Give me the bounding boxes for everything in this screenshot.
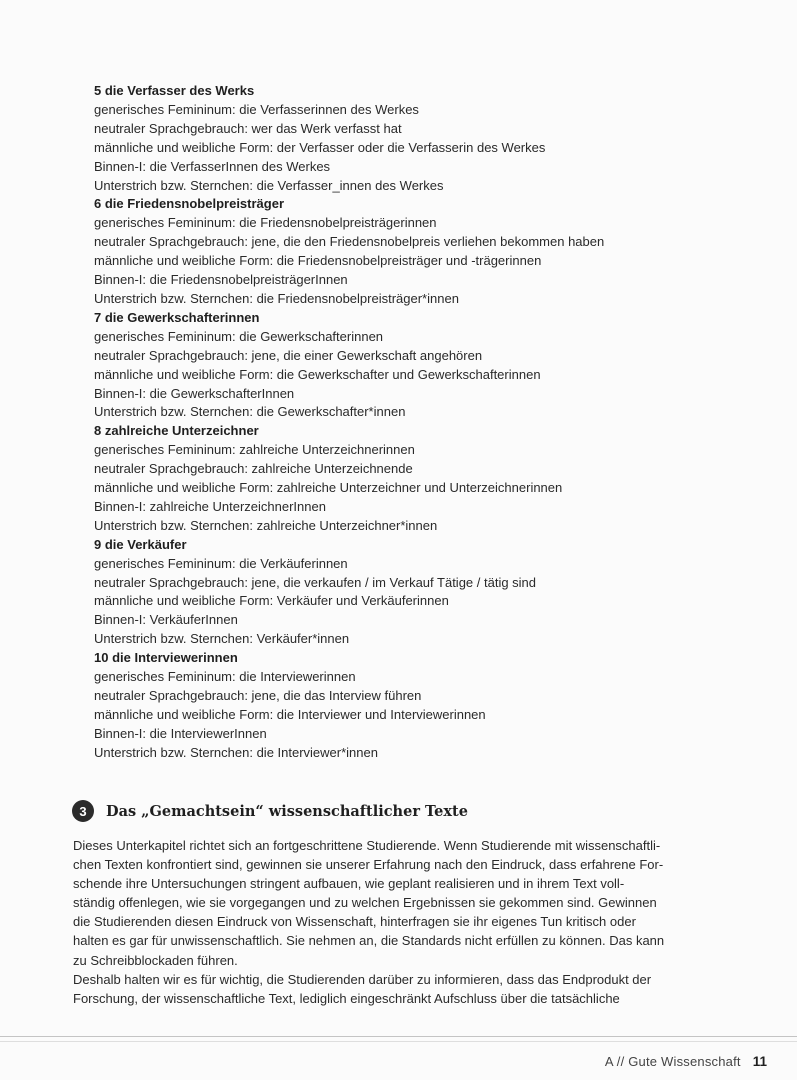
- paragraph-line: halten es gar für unwissenschaftlich. Sie nehmen an, die Standards nicht erfüllen zu können. Das kann: [73, 933, 665, 949]
- entry-line: männliche und weibliche Form: Verkäufer und Verkäuferinnen: [94, 593, 449, 609]
- section-title: Das „Gemachtsein“ wissenschaftlicher Texte: [106, 802, 468, 820]
- entry-line: Unterstrich bzw. Sternchen: die Friedensnobelpreisträger*innen: [94, 290, 459, 306]
- entry-line: Binnen-I: VerkäuferInnen: [94, 612, 238, 628]
- section-body-text: [73, 836, 723, 1008]
- running-footer-title: A // Gute Wissenschaft: [604, 1054, 741, 1069]
- page-number: 11: [752, 1054, 767, 1069]
- entry-line: neutraler Sprachgebrauch: wer das Werk verfasst hat: [94, 120, 402, 136]
- paragraph-line: Dieses Unterkapitel richtet sich an fortgeschrittene Studierende. Wenn Studierende mit wissenschaftli-: [73, 838, 661, 853]
- entry-line: Unterstrich bzw. Sternchen: die Interviewer*innen: [94, 744, 378, 760]
- entry-line: Binnen-I: die InterviewerInnen: [94, 725, 267, 741]
- section-heading: [72, 798, 468, 824]
- entry-line: Binnen-I: zahlreiche UnterzeichnerInnen: [94, 498, 326, 514]
- entry-line: neutraler Sprachgebrauch: jene, die einer Gewerkschaft angehören: [94, 347, 483, 363]
- paragraph-line: zu Schreibblockaden führen.: [73, 952, 238, 968]
- entry-line: generisches Femininum: die Verfasserinnen des Werkes: [94, 101, 419, 117]
- paragraph-line: Deshalb halten wir es für wichtig, die Studierenden darüber zu informieren, dass das Endprodukt der: [73, 971, 652, 987]
- entry-title: 5 die Verfasser des Werks: [94, 83, 255, 98]
- entry-line: generisches Femininum: die Interviewerinnen: [94, 669, 356, 685]
- entry-line: männliche und weibliche Form: der Verfasser oder die Verfasserin des Werkes: [94, 139, 546, 155]
- entry-line: männliche und weibliche Form: die Friedensnobelpreisträger und -trägerinnen: [94, 253, 542, 269]
- entry-line: neutraler Sprachgebrauch: jene, die verkaufen / im Verkauf Tätige / tätig sind: [94, 574, 537, 590]
- paragraph-line: ständig offenlegen, wie sie vorgegangen und zu welchen Ergebnissen sie gekommen sind. Gewinnen: [73, 895, 657, 911]
- entry-line: generisches Femininum: die Verkäuferinnen: [94, 555, 348, 571]
- entry-line: Unterstrich bzw. Sternchen: die Verfasser_innen des Werkes: [94, 177, 444, 193]
- entry-title: 9 die Verkäufer: [94, 536, 187, 552]
- entry-line: generisches Femininum: die Gewerkschafterinnen: [94, 328, 384, 344]
- entry-line: Binnen-I: die GewerkschafterInnen: [94, 385, 295, 401]
- section-number-badge: 3: [72, 800, 94, 822]
- entry-line: Unterstrich bzw. Sternchen: zahlreiche Unterzeichner*innen: [94, 517, 438, 533]
- entry-title: 8 zahlreiche Unterzeichner: [94, 423, 259, 439]
- entry-line: neutraler Sprachgebrauch: jene, die das Interview führen: [94, 688, 422, 703]
- entry-line: männliche und weibliche Form: die Interviewer und Interviewerinnen: [94, 706, 486, 722]
- entry-line: generisches Femininum: die Friedensnobelpreisträgerinnen: [94, 215, 437, 231]
- paragraph-line: chen Texten konfrontiert sind, gewinnen sie unserer Erfahrung nach den Eindruck, dass erfahrene For-: [73, 857, 664, 873]
- entries-container: [94, 82, 774, 763]
- entry-title: 6 die Friedensnobelpreisträger: [94, 196, 285, 212]
- entry-line: Binnen-I: die FriedensnobelpreisträgerInnen: [94, 272, 348, 288]
- entry-line: neutraler Sprachgebrauch: zahlreiche Unterzeichnende: [94, 461, 413, 477]
- entry-title: 10 die Interviewerinnen: [94, 650, 238, 666]
- page-footer: [605, 1054, 767, 1069]
- footer-divider-secondary: [0, 1041, 797, 1042]
- paragraph-line: schende ihre Untersuchungen stringent aufbauen, wie geplant realisieren und in ihrem Text voll-: [73, 876, 625, 892]
- entry-line: Unterstrich bzw. Sternchen: Verkäufer*innen: [94, 631, 350, 647]
- entry-line: Unterstrich bzw. Sternchen: die Gewerkschafter*innen: [94, 404, 406, 420]
- footer-divider: [0, 1036, 797, 1037]
- entry-line: männliche und weibliche Form: die Gewerkschafter und Gewerkschafterinnen: [94, 366, 541, 382]
- entry-title: 7 die Gewerkschafterinnen: [94, 309, 260, 325]
- gender-forms-list: [94, 82, 774, 763]
- paragraph-line: Forschung, der wissenschaftliche Text, lediglich eingeschränkt Aufschluss über die tatsächliche: [73, 990, 620, 1006]
- entry-line: generisches Femininum: zahlreiche Unterzeichnerinnen: [94, 442, 415, 458]
- entry-line: neutraler Sprachgebrauch: jene, die den Friedensnobelpreis verliehen bekommen haben: [94, 234, 605, 250]
- entry-line: Binnen-I: die VerfasserInnen des Werkes: [94, 158, 331, 174]
- entry-line: männliche und weibliche Form: zahlreiche Unterzeichner und Unterzeichnerinnen: [94, 480, 563, 496]
- paragraph-line: die Studierenden diesen Eindruck von Wissenschaft, hinterfragen sie ihr eigenes Tun kritisch oder: [73, 914, 636, 930]
